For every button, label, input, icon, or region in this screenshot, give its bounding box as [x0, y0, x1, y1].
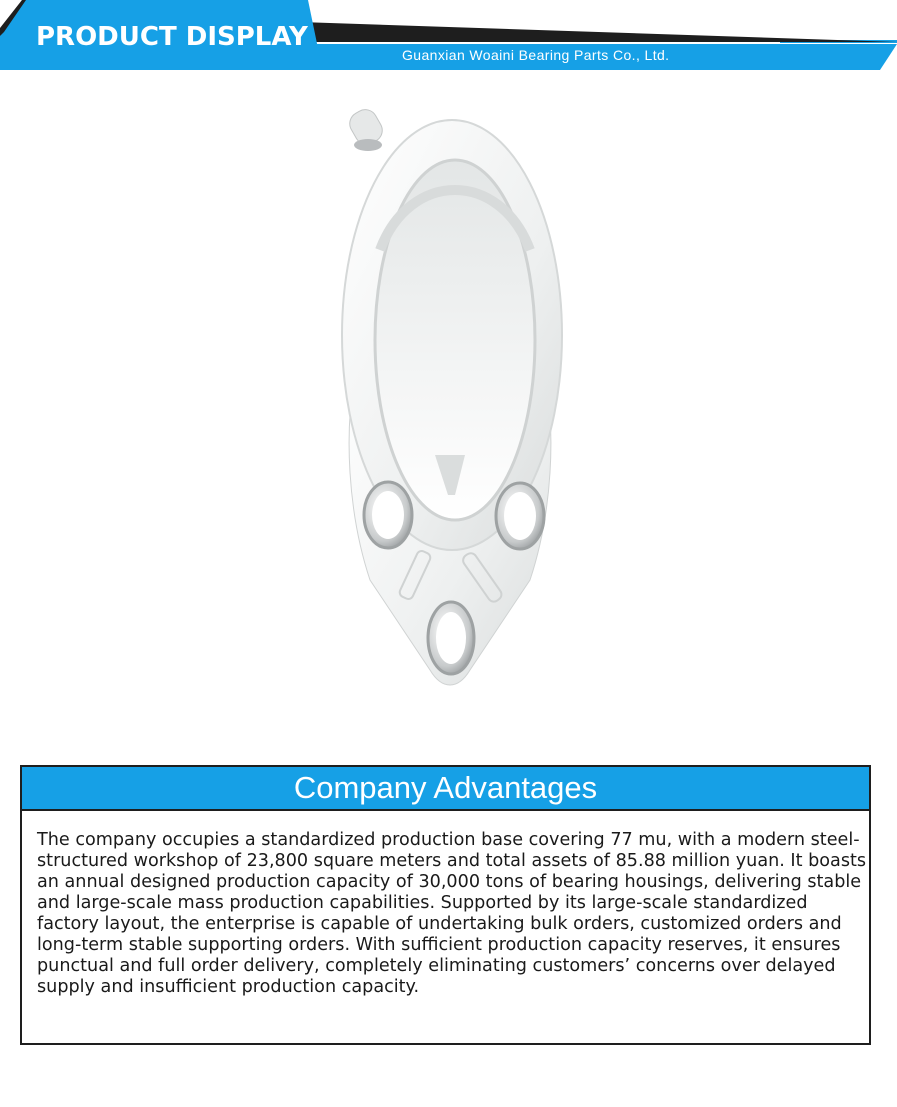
company-name: Guanxian Woaini Bearing Parts Co., Ltd.	[402, 47, 670, 63]
bearing-housing-photo	[330, 100, 570, 720]
page-title: PRODUCT DISPLAY	[36, 22, 308, 52]
company-advantages-box	[20, 765, 871, 1045]
advantages-body: The company occupies a standardized production base covering 77 mu, with a modern steel-structured workshop of 23,800 square meters and total assets of 85.88 million yuan. It boasts an annual designed production capacity of 30,000 tons of bearing housings, delivering stable and large-scale mass production capabilities. Supported by its large-scale standardized factory layout, the enterprise is capable of undertaking bulk orders, customized orders and long-term stable supporting orders. With sufficient production capacity reserves, it ensures punctual and full order delivery, completely eliminating customers’ concerns over delayed supply and insufficient production capacity.	[37, 830, 867, 997]
header-banner	[0, 0, 897, 72]
bearing-housing-illustration	[330, 100, 570, 720]
advantages-title: Company Advantages	[22, 767, 869, 811]
